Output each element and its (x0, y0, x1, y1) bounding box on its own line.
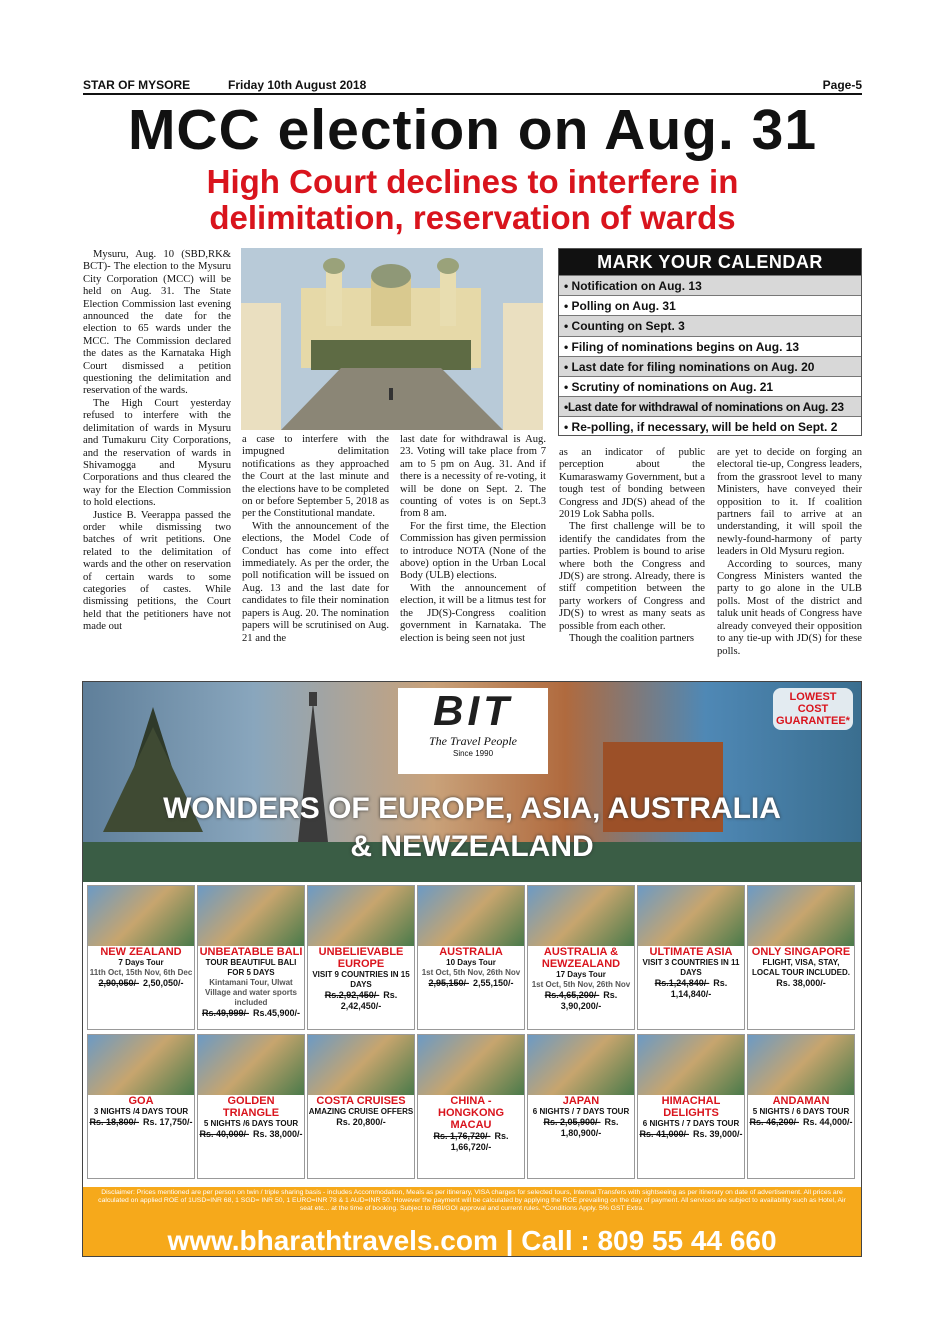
tour-tile (637, 885, 745, 1030)
tour-subtitle: 6 NIGHTS / 7 DAYS TOUR (642, 1119, 740, 1128)
subheadline (80, 164, 865, 236)
calendar-item: • Last date for filing nominations on Aug. 20 (559, 356, 861, 376)
tour-photo (528, 1035, 634, 1095)
paragraph: last date for withdrawal is Aug. 23. Voting will take place from 7 am to 5 pm on Aug. 31. And if there is a necessity of re-voting, it will be done on Sept. 2. The counting of votes is on Sept.3 from 8 am. (400, 434, 546, 520)
travel-advertisement (82, 681, 862, 1257)
tour-title: GOA (128, 1095, 154, 1107)
tour-photo (418, 1035, 524, 1095)
tour-price-row (528, 990, 634, 1012)
tour-price-row (418, 978, 524, 989)
tour-photo (308, 1035, 414, 1095)
paragraph: as an indicator of public perception about the Kumaraswamy Government, but a tough test of bonding between Congress and JD(S) ahead of the 2019 Lok Sabha polls. (559, 447, 705, 521)
ad-banner (83, 790, 861, 866)
mark-your-calendar-box (558, 248, 862, 436)
tour-subtitle: 17 Days Tour (556, 970, 606, 979)
calendar-item: •Last date for withdrawal of nominations on Aug. 23 (559, 396, 861, 416)
offer-price: Rs. 20,800/- (336, 1117, 386, 1127)
offer-price: Rs. 38,000/- (776, 978, 826, 988)
article-column-3 (400, 434, 546, 672)
tour-title: UNBELIEVABLE EUROPE (318, 946, 404, 970)
old-price: Rs. 41,000/- (639, 1129, 689, 1139)
tour-tile (87, 1034, 195, 1179)
subhead-line-2: delimitation, reservation of wards (209, 199, 736, 236)
lowest-cost-badge: LOWEST COST GUARANTEE* (773, 688, 853, 730)
tour-tile (747, 885, 855, 1030)
tour-price-row (748, 978, 854, 989)
tour-photo (198, 886, 304, 946)
tour-photo (88, 1035, 194, 1095)
paragraph: For the first time, the Election Commission has given permission to introduce NOTA (None of the above) option in the Urban Local Body (ULB) elections. (400, 520, 546, 582)
paragraph: The High Court yesterday refused to interfere with the delimitation of wards in Mysuru and Tumakuru City Corporations, and the reservation of wards in Shivamogga and Mysuru Corporations and thus cleared the way for the Election Commission to hold elections. (83, 397, 231, 509)
offer-price: Rs. 17,750/- (143, 1117, 193, 1127)
tour-subtitle: 3 NIGHTS /4 DAYS TOUR (93, 1107, 189, 1116)
tour-price-row (528, 1117, 634, 1139)
tour-price-row (308, 990, 414, 1012)
paragraph: a case to interfere with the impugned delimitation notifications as they approached the Court at the last minute and the elections have to be completed on or before September 5, 2018 as per the Constitutional mandate. (242, 434, 389, 520)
tour-dates: 1st Oct, 5th Nov, 26th Nov (531, 980, 631, 989)
mcc-building-photo (241, 248, 543, 430)
tour-subtitle: 10 Days Tour (446, 958, 496, 967)
banner-line-1: WONDERS OF EUROPE, ASIA, AUSTRALIA (163, 792, 781, 825)
calendar-item: • Re-polling, if necessary, will be held on Sept. 2 (559, 416, 861, 436)
offer-price: 2,50,050/- (143, 978, 184, 988)
old-price: Rs. 2,05,900/- (543, 1117, 601, 1127)
tour-title: CHINA -HONGKONG MACAU (438, 1095, 504, 1131)
bit-logo (398, 688, 548, 774)
tour-price-row (638, 1129, 744, 1140)
banner-line-2: & NEWZEALAND (350, 830, 594, 863)
offer-price: Rs. 39,000/- (693, 1129, 743, 1139)
tour-photo (88, 886, 194, 946)
tour-price-row (198, 1129, 304, 1140)
calendar-item: • Scrutiny of nominations on Aug. 21 (559, 376, 861, 396)
tour-price-row (88, 1117, 194, 1128)
tour-tile (527, 885, 635, 1030)
old-price: 2,90,050/- (98, 978, 139, 988)
tour-tile (637, 1034, 745, 1179)
tour-subtitle: 6 NIGHTS / 7 DAYS TOUR (532, 1107, 630, 1116)
tour-photo (528, 886, 634, 946)
tour-photo (638, 1035, 744, 1095)
old-price: Rs.49,999/- (201, 1008, 249, 1018)
tour-price-row (88, 978, 194, 989)
calendar-item: • Polling on Aug. 31 (559, 295, 861, 315)
paragraph: With the announcement of the elections, the Model Code of Conduct has come into effect immediately. As per the order, the poll notification will be issued on Aug. 13 and the last date for candidates to file their nomination papers is Aug. 20. The nomination papers will be scrutinised on Aug. 21 and the (242, 520, 389, 644)
offer-price: Rs. 3,90,200/- (560, 990, 618, 1011)
ad-footer (83, 1187, 861, 1257)
article-column-2 (242, 434, 389, 672)
issue-date: Friday 10th August 2018 (228, 78, 367, 92)
old-price: 2,95,150/- (428, 978, 469, 988)
offer-price: Rs. 44,000/- (803, 1117, 853, 1127)
paper-name: STAR OF MYSORE (83, 78, 191, 92)
article-column-1 (83, 249, 231, 671)
page-number: Page-5 (822, 78, 862, 92)
tour-price-row (638, 978, 744, 1000)
tour-tile (527, 1034, 635, 1179)
tour-price-row (418, 1131, 524, 1153)
tour-subtitle: 5 NIGHTS / 6 DAYS TOUR (752, 1107, 850, 1116)
offer-price: Rs. 1,80,900/- (560, 1117, 619, 1138)
old-price: Rs. 40,000/- (199, 1129, 249, 1139)
paragraph: According to sources, many Congress Ministers wanted the party to go alone in the ULB polls. Most of the district and taluk unit heads of Congress have already conveyed their opposition to any tie-up with JD(S) for these polls. (717, 558, 862, 657)
article-column-4 (559, 447, 705, 672)
tour-title: ANDAMAN (772, 1095, 830, 1107)
offer-price: Rs. 2,42,450/- (340, 990, 398, 1011)
calendar-title: MARK YOUR CALENDAR (559, 249, 861, 275)
tour-subtitle: 7 Days Tour (118, 958, 164, 967)
tour-title: NEW ZEALAND (100, 946, 182, 958)
tour-subtitle: AMAZING CRUISE OFFERS (308, 1107, 414, 1116)
headline: MCC election on Aug. 31 (127, 98, 818, 162)
offer-price: Rs. 1,66,720/- (450, 1131, 509, 1152)
tour-subtitle: VISIT 3 COUNTRIES IN 11 DAYS (642, 958, 740, 977)
offer-price: Rs. 38,000/- (253, 1129, 303, 1139)
tour-title: JAPAN (562, 1095, 600, 1107)
brand-tagline: The Travel People (429, 734, 517, 748)
ad-hero-image (83, 682, 861, 882)
tour-title: ULTIMATE ASIA (649, 946, 733, 958)
website-phone: www.bharathtravels.com | Call : 809 55 44 660 (167, 1225, 777, 1256)
tour-title: ONLY SINGAPORE (751, 946, 851, 958)
paragraph: Though the coalition partners (569, 633, 695, 645)
subhead-line-1: High Court declines to interfere in (206, 163, 739, 200)
tour-title: GOLDEN TRIANGLE (222, 1095, 280, 1119)
old-price: Rs.1,24,840/- (654, 978, 710, 988)
old-price: Rs.4,65,200/- (544, 990, 600, 1000)
tour-price-row (748, 1117, 854, 1128)
tour-tile (417, 1034, 525, 1179)
old-price: Rs. 18,800/- (89, 1117, 139, 1127)
paragraph: are yet to decide on forging an electoral tie-up, Congress leaders, from the grassroot level to many Ministers, have conveyed their opposition to it. If coalition partners fail to arrive at an understanding, it will spoil the newly-found-harmony of party leaders in Old Mysuru region. (717, 447, 862, 558)
old-price: Rs.2,92,450/- (324, 990, 380, 1000)
tour-title: HIMACHAL DELIGHTS (661, 1095, 721, 1119)
article-column-5 (717, 447, 862, 672)
tour-subtitle: VISIT 9 COUNTRIES IN 15 DAYS (312, 970, 410, 989)
offer-price: Rs. 1,14,840/- (670, 978, 728, 999)
tour-photo (308, 886, 414, 946)
tour-tile (307, 885, 415, 1030)
tour-dates: 1st Oct, 5th Nov, 26th Nov (421, 968, 521, 977)
tour-title: COSTA CRUISES (316, 1095, 406, 1107)
tour-price-row (308, 1117, 414, 1128)
paragraph: The first challenge will be to identify the candidates from the parties. Problem is bound to arise where both the Congress and JD(S) are strong. Already, there is stiff competition between the party workers of Congress and JD(S) to wrest as many seats as possible from each other. (559, 521, 705, 632)
tour-price-row (198, 1008, 304, 1019)
paragraph: Mysuru, Aug. 10 (SBD,RK& BCT)- The election to the Mysuru City Corporation (MCC) will be held on Aug. 31. The State Election Commission last evening announced the date for the election to 65 wards under the MCC. The Commission declared the dates as the Karnataka High Court dismissed a petition questioning the delimitation and reservation of the wards. (83, 249, 231, 397)
masthead (83, 77, 862, 95)
tour-title: UNBEATABLE BALI (199, 946, 303, 958)
calendar-item: • Notification on Aug. 13 (559, 275, 861, 295)
old-price: Rs. 1,76,720/- (433, 1131, 491, 1141)
tour-tile (87, 885, 195, 1030)
calendar-item: • Filing of nominations begins on Aug. 13 (559, 336, 861, 356)
tour-photo (418, 886, 524, 946)
brand-since: Since 1990 (452, 749, 494, 758)
tour-dates: Kintamani Tour, Ulwat Village and water sports included (205, 978, 297, 1007)
tour-title: AUSTRALIA (439, 946, 503, 958)
brand-name: BIT (433, 687, 513, 734)
disclaimer: Disclaimer: Prices mentioned are per person on twin / triple sharing basis - includes Accommodation, Meals as per itinerary, VISA charges for selected tours, Internal Transfers with sightseeing as per itinerary on date of advertisement. All prices are calculated on applied ROE of 1USD=INR 68, 1 SGD= INR 50, 1 EURO=INR 78 & 1 AUD=INR 50. However the payment will be calculated by applying the ROE prevailing on the day of payment. All services are subject to availability such as Hotel, Air seat etc... at the time of booking. Subject to RBI/GOI approval and current rules. *Conditions Apply. 5% GST Extra. (98, 1189, 846, 1212)
tour-photo (198, 1035, 304, 1095)
old-price: Rs. 46,200/- (749, 1117, 799, 1127)
tour-subtitle: TOUR BEAUTIFUL BALI FOR 5 DAYS (205, 958, 297, 977)
tour-tile (197, 1034, 305, 1179)
tour-title: AUSTRALIA & NEWZEALAND (541, 946, 621, 970)
tour-photo (638, 886, 744, 946)
tour-photo (748, 1035, 854, 1095)
tour-subtitle: FLIGHT, VISA, STAY, LOCAL TOUR INCLUDED. (752, 958, 850, 977)
tour-tile (197, 885, 305, 1030)
tour-dates: 11th Oct, 15th Nov, 6th Dec (89, 968, 193, 977)
tour-photo (748, 886, 854, 946)
offer-price: Rs.45,900/- (253, 1008, 301, 1018)
calendar-list (559, 275, 861, 437)
paragraph: With the announcement of election, it will be a litmus test for the JD(S)-Congress coalition government in Karnataka. The election is being seen not just (400, 582, 546, 644)
calendar-item: • Counting on Sept. 3 (559, 315, 861, 335)
paragraph: Justice B. Veerappa passed the order while dismissing two batches of writ petitions. One related to the delimitation of wards and the other on reservation of certain wards to some categories of castes. While dismissing petitions, the Court held that the petitioners have not made out (83, 509, 231, 633)
tour-tile (747, 1034, 855, 1179)
tour-tile (307, 1034, 415, 1179)
tour-tiles (87, 885, 857, 1183)
tour-tile (417, 885, 525, 1030)
tour-subtitle: 5 NIGHTS /6 DAYS TOUR (203, 1119, 299, 1128)
offer-price: 2,55,150/- (473, 978, 514, 988)
